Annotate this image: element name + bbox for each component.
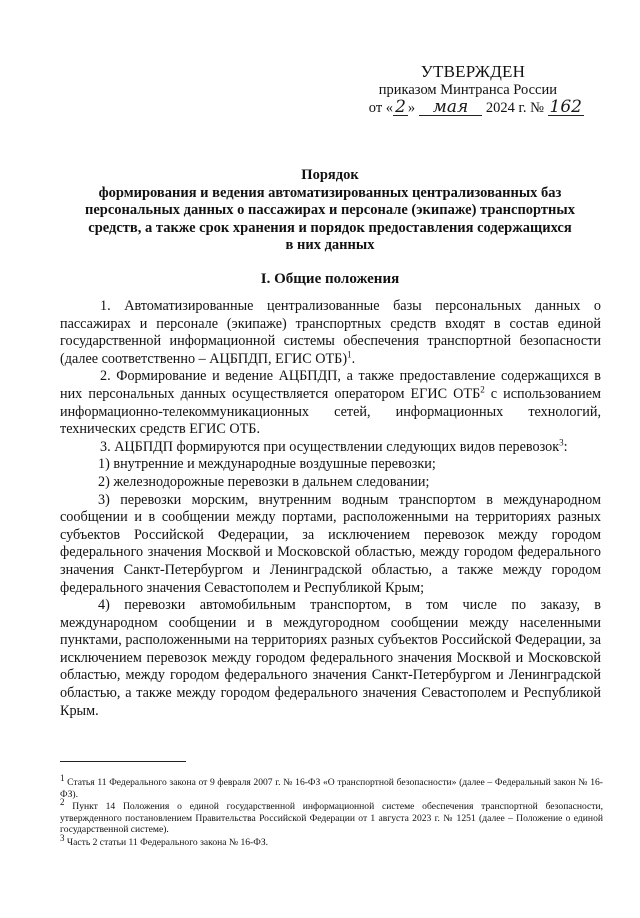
date-year: 2024 г. № — [485, 100, 544, 116]
document-title — [60, 167, 600, 255]
handwritten-number: 162 — [549, 97, 582, 117]
date-quote-close: » — [407, 100, 416, 116]
footnote-separator — [60, 761, 186, 762]
footnote-ref-3: 3 — [559, 437, 564, 448]
footnote-ref-1: 1 — [347, 349, 352, 360]
footnote-2: $^2$ Пункт 14 Положения о единой государственной информационной системе обеспечения транспортной безопасности, утвержденного постановлением Правительства Российской Федерации от 1 августа 2023 г. № 1251 (далее – Положение о единой государственной системе). — [60, 797, 603, 836]
paragraph-3: 3. АЦБПДП формируются при осуществлении следующих видов перевозок$^3$: — [100, 437, 568, 455]
approval-block — [369, 62, 584, 118]
approval-title: УТВЕРЖДЕН — [420, 62, 526, 81]
footnote-1: $^1$ Статья 11 Федерального закона от 9 февраля 2007 г. № 16-ФЗ «О транспортной безопасности» (далее – Федеральный закон № 16-ФЗ). — [60, 772, 603, 800]
footnote-ref-2: 2 — [480, 384, 485, 395]
date-prefix: от « — [368, 100, 394, 116]
title-line-5: в них данных — [285, 237, 375, 253]
footnote-3: $^3$ Часть 2 статьи 11 Федерального закона № 16-ФЗ. — [60, 832, 269, 848]
paragraph-1: 1. Автоматизированные централизованные базы персональных данных о пассажирах и персонале (экипаже) транспортных средств входят в состав единой государственной информационной системы обеспечения транспортной безопасности (далее соответственно – АЦБПДП, ЕГИС ОТБ)$^1$. — [60, 298, 601, 367]
title-line-4: средств, а также срок хранения и порядок предоставления содержащихся — [88, 219, 572, 236]
list-item-4: 4) перевозки автомобильным транспортом, в том числе по заказу, в международном сообщении и в междугородном сообщении между населенными пунктами, расположенными на территориях разных субъектов Российской Федерации, за исключением перевозок между городом федерального значения Москвой и Московской областью, между городом федерального значения Санкт-Петербургом и Ленинградской областью, а также между городом федерального значения Севастополем и Республикой Крым. — [60, 597, 601, 719]
title-line-1: Порядок — [301, 167, 359, 183]
handwritten-day: 2 — [395, 97, 406, 117]
title-line-2: формирования и ведения автоматизированных централизованных баз — [98, 184, 562, 201]
section-heading: I. Общие положения — [260, 271, 400, 287]
handwritten-month: мая — [419, 99, 483, 116]
document-body — [60, 298, 601, 720]
approval-order-line: приказом Минтранса России — [378, 82, 557, 98]
list-item-2: 2) железнодорожные перевозки в дальнем следовании; — [98, 473, 430, 490]
title-line-3: персональных данных о пассажирах и персонале (экипаже) транспортных — [85, 202, 575, 218]
paragraph-2: 2. Формирование и ведение АЦБПДП, а также предоставление содержащихся в них персональных данных осуществляется оператором ЕГИС ОТБ$^2$ с использованием информационно-телекоммуникационных сетей, информационных технологий, технических средств ЕГИС ОТБ. — [60, 368, 601, 438]
footnotes — [60, 772, 603, 850]
list-item-3: 3) перевозки морским, внутренним водным транспортом в международном сообщении и в сообщении между портами, расположенными на территориях разных субъектов Российской Федерации, за исключением перевозок между городом федерального значения Москвой и Московской областью, между городом федерального значения Санкт-Петербургом и Ленинградской областью, а также между городом федерального значения Севастополем и Республикой Крым; — [60, 491, 601, 596]
list-item-1: 1) внутренние и международные воздушные перевозки; — [98, 456, 436, 473]
approval-date-number — [369, 99, 584, 118]
